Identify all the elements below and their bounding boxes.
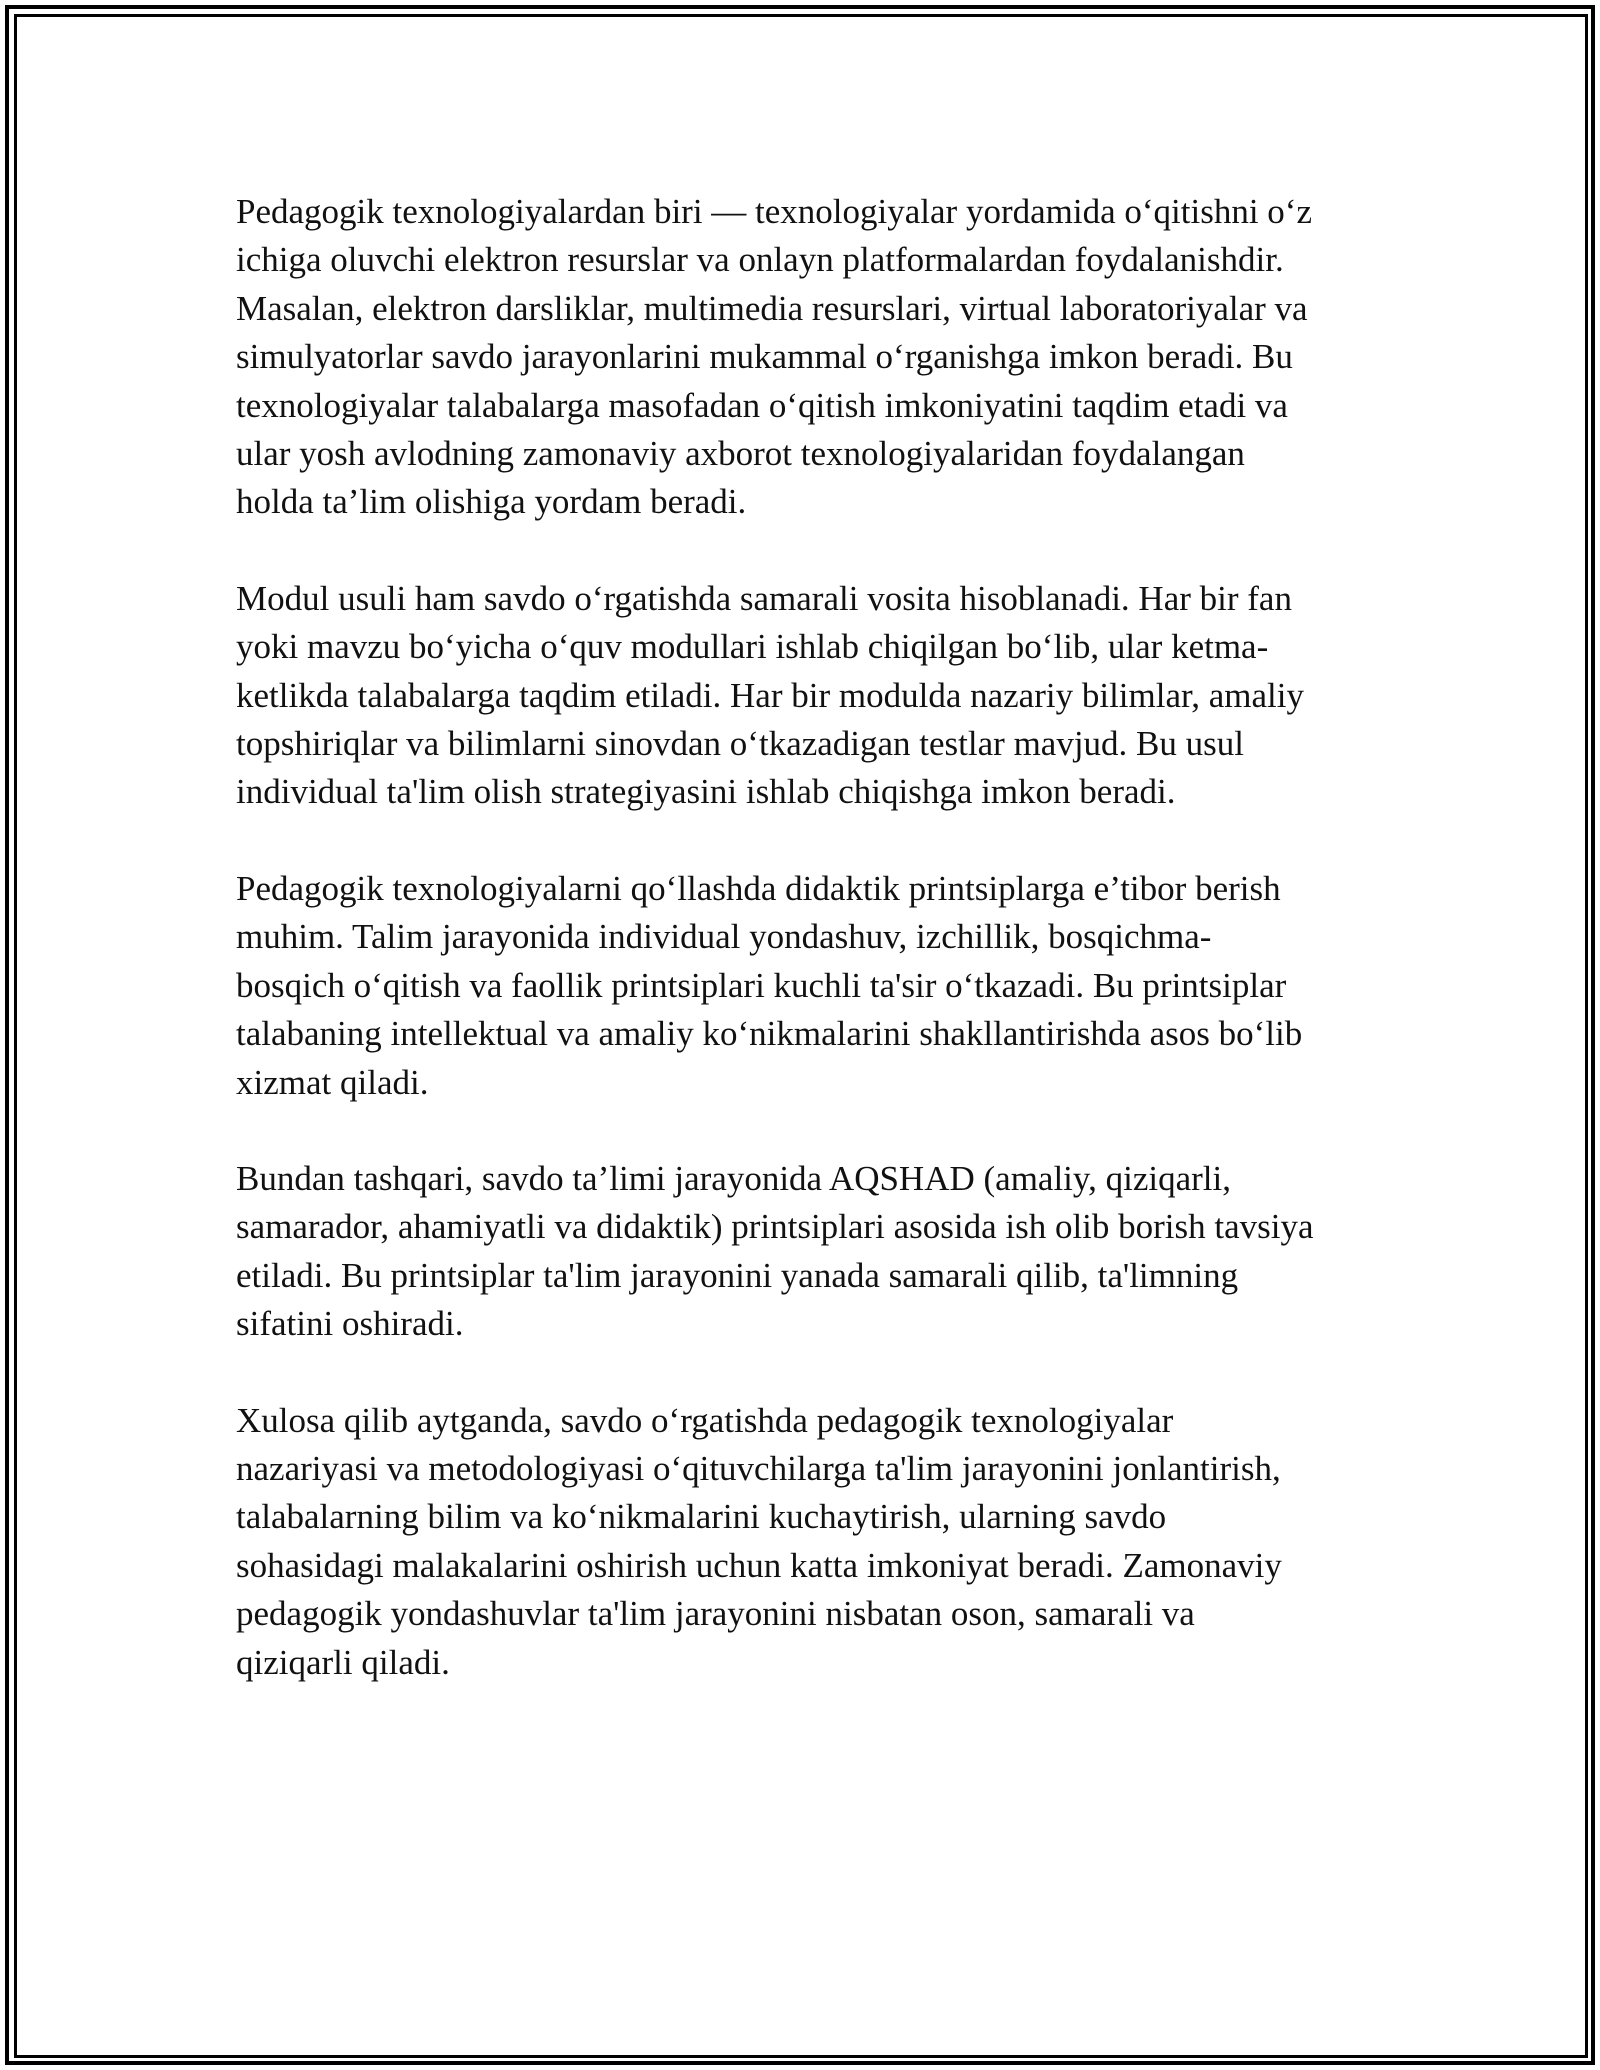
text-line: ular yosh avlodning zamonaviy axborot texnologiyalaridan foydalangan	[236, 434, 1245, 474]
text-line: ichiga oluvchi elektron resurslar va onlayn platformalardan foydalanishdir.	[236, 240, 1284, 280]
text-line: nazariyasi va metodologiyasi o‘qituvchilarga ta'lim jarayonini jonlantirish,	[236, 1448, 1281, 1488]
document-body	[236, 188, 1376, 1735]
text-line: topshiriqlar va bilimlarni sinovdan o‘tkazadigan testlar mavjud. Bu usul	[236, 724, 1244, 764]
text-line: Pedagogik texnologiyalarni qo‘llashda didaktik printsiplarga e’tibor berish	[236, 868, 1281, 908]
text-line: talabaning intellektual va amaliy ko‘nikmalarini shakllantirishda asos bo‘lib	[236, 1014, 1303, 1054]
text-line: etiladi. Bu printsiplar ta'lim jarayonini yanada samarali qilib, ta'limning	[236, 1255, 1239, 1295]
text-line: ketlikda talabalarga taqdim etiladi. Har bir modulda nazariy bilimlar, amaliy	[236, 675, 1304, 715]
text-line: sifatini oshiradi.	[236, 1304, 464, 1344]
text-line: sohasidagi malakalarini oshirish uchun katta imkoniyat beradi. Zamonaviy	[236, 1545, 1282, 1585]
text-line: bosqich o‘qitish va faollik printsiplari kuchli ta'sir o‘tkazadi. Bu printsiplar	[236, 965, 1287, 1005]
text-line: Bundan tashqari, savdo ta’limi jarayonida AQSHAD (amaliy, qiziqarli,	[236, 1158, 1232, 1198]
text-line: muhim. Talim jarayonida individual yondashuv, izchillik, bosqichma-	[236, 917, 1212, 957]
text-line: Modul usuli ham savdo o‘rgatishda samarali vosita hisoblanadi. Har bir fan	[236, 578, 1292, 618]
text-line: pedagogik yondashuvlar ta'lim jarayonini nisbatan oson, samarali va	[236, 1594, 1195, 1634]
text-line: Masalan, elektron darsliklar, multimedia resurslari, virtual laboratoriyalar va	[236, 288, 1308, 328]
text-line: talabalarning bilim va ko‘nikmalarini kuchaytirish, ularning savdo	[236, 1497, 1167, 1537]
text-line: Xulosa qilib aytganda, savdo o‘rgatishda pedagogik texnologiyalar	[236, 1400, 1174, 1440]
text-line: yoki mavzu bo‘yicha o‘quv modullari ishlab chiqilgan bo‘lib, ular ketma-	[236, 627, 1269, 667]
text-line: texnologiyalar talabalarga masofadan o‘qitish imkoniyatini taqdim etadi va	[236, 385, 1288, 425]
paragraph-3	[236, 865, 1376, 1107]
paragraph-2	[236, 575, 1376, 817]
text-line: xizmat qiladi.	[236, 1062, 429, 1102]
text-line: individual ta'lim olish strategiyasini ishlab chiqishga imkon beradi.	[236, 772, 1176, 812]
text-line: Pedagogik texnologiyalardan biri — texnologiyalar yordamida o‘qitishni o‘z	[236, 192, 1312, 231]
paragraph-1	[236, 188, 1376, 527]
text-line: holda ta’lim olishiga yordam beradi.	[236, 482, 747, 522]
paragraph-5	[236, 1397, 1376, 1687]
text-line: samarador, ahamiyatli va didaktik) printsiplari asosida ish olib borish tavsiya	[236, 1207, 1314, 1247]
text-line: simulyatorlar savdo jarayonlarini mukammal o‘rganishga imkon beradi. Bu	[236, 337, 1293, 377]
text-line: qiziqarli qiladi.	[236, 1642, 450, 1682]
paragraph-4	[236, 1155, 1376, 1349]
